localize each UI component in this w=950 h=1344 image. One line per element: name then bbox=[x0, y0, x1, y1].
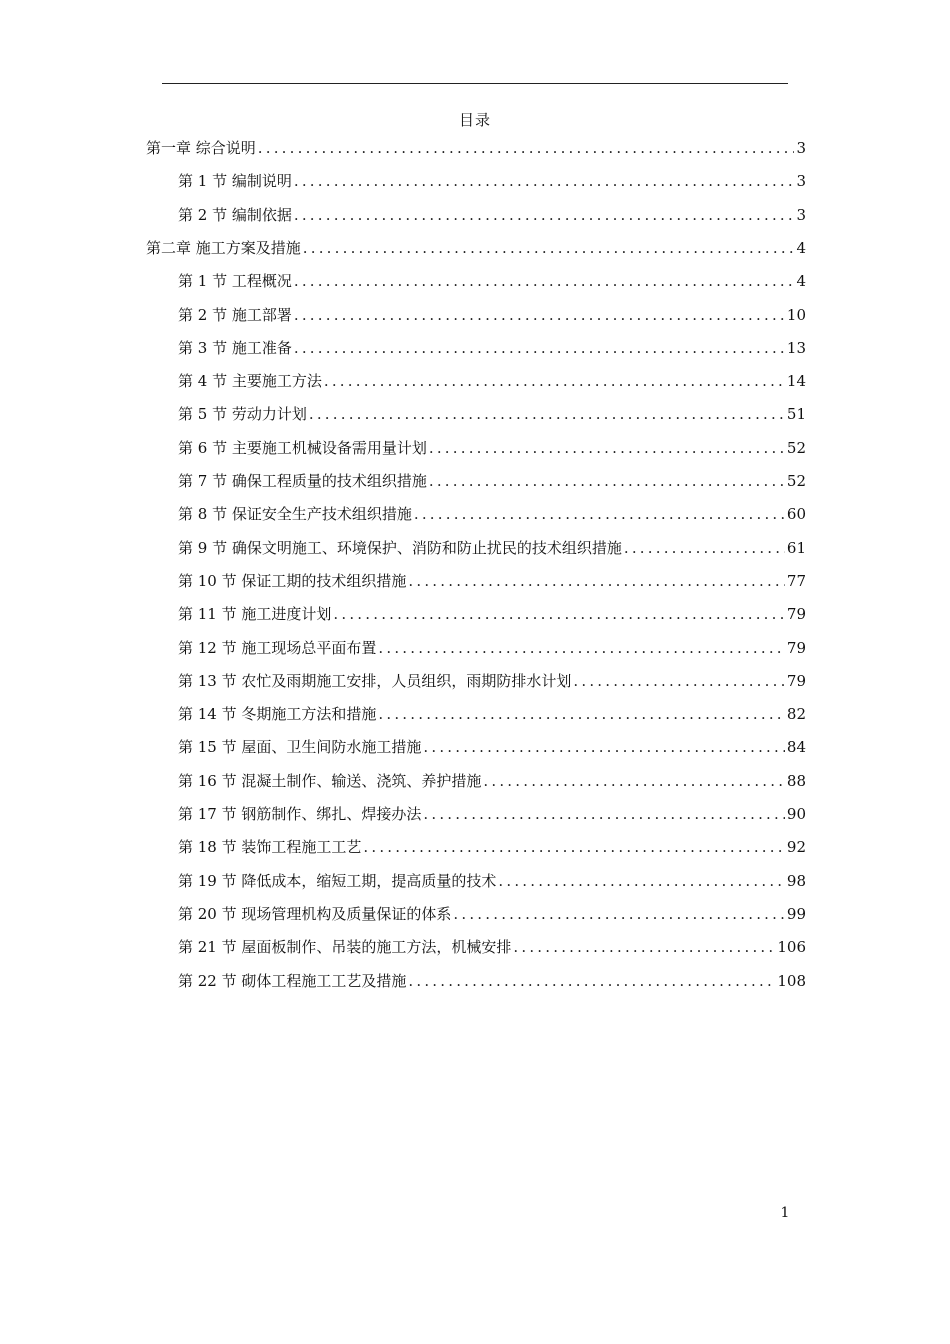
toc-entry-label: 第 17 节 钢筋制作、绑扎、焊接办法 bbox=[178, 805, 422, 823]
toc-entry-label: 第 6 节 主要施工机械设备需用量计划 bbox=[178, 438, 427, 457]
toc-entry-page: 108 bbox=[777, 971, 806, 990]
toc-dot-leader bbox=[408, 971, 775, 991]
toc-dot-leader bbox=[303, 238, 795, 258]
toc-dot-leader bbox=[294, 271, 795, 291]
toc-entry-page: 51 bbox=[786, 405, 806, 424]
toc-entry-label: 第二章 施工方案及措施 bbox=[146, 238, 301, 257]
toc-entry-page: 3 bbox=[796, 139, 806, 157]
toc-entry-page: 79 bbox=[786, 671, 806, 690]
toc-entry-page: 92 bbox=[786, 838, 806, 857]
toc-entry-label: 第 3 节 施工准备 bbox=[178, 338, 292, 357]
toc-entry-label: 第 13 节 农忙及雨期施工安排，人员组织，雨期防排水计划 bbox=[178, 671, 572, 690]
toc-dot-leader bbox=[408, 571, 785, 591]
toc-dot-leader bbox=[333, 604, 785, 624]
toc-entry-page: 84 bbox=[786, 738, 806, 757]
toc-entry-label: 第 22 节 砌体工程施工工艺及措施 bbox=[178, 971, 407, 990]
toc-entry[interactable] bbox=[178, 569, 806, 591]
toc-dot-leader bbox=[294, 338, 785, 358]
toc-entry-label: 第 8 节 保证安全生产技术组织措施 bbox=[178, 505, 412, 524]
toc-dot-leader bbox=[453, 904, 785, 924]
toc-entry-page: 52 bbox=[786, 438, 806, 457]
toc-entry[interactable] bbox=[178, 735, 806, 757]
toc-dot-leader bbox=[363, 837, 785, 857]
toc-dot-leader bbox=[294, 171, 795, 191]
toc-entry-page: 90 bbox=[786, 805, 806, 823]
toc-entry[interactable] bbox=[146, 136, 806, 158]
toc-entry[interactable] bbox=[178, 402, 806, 424]
toc-dot-leader bbox=[423, 737, 785, 757]
toc-entry[interactable] bbox=[146, 236, 806, 258]
toc-entry[interactable] bbox=[178, 536, 806, 558]
toc-entry-label: 第 7 节 确保工程质量的技术组织措施 bbox=[178, 472, 427, 490]
toc-entry-label: 第 19 节 降低成本，缩短工期，提高质量的技术 bbox=[178, 871, 497, 890]
toc-entry[interactable] bbox=[178, 169, 806, 191]
toc-dot-leader bbox=[294, 305, 785, 325]
toc-entry-label: 第 12 节 施工现场总平面布置 bbox=[178, 638, 377, 657]
toc-entry-page: 106 bbox=[777, 938, 806, 957]
toc-dot-leader bbox=[258, 138, 795, 158]
toc-entry-label: 第 1 节 编制说明 bbox=[178, 172, 292, 191]
toc-entry[interactable] bbox=[178, 669, 806, 691]
toc-entry[interactable] bbox=[178, 502, 806, 524]
toc-entry[interactable] bbox=[178, 802, 806, 824]
toc-entry-label: 第 11 节 施工进度计划 bbox=[178, 605, 332, 624]
toc-entry[interactable] bbox=[178, 969, 806, 991]
toc-entry-page: 13 bbox=[786, 338, 806, 357]
toc-entry-label: 第 16 节 混凝土制作、输送、浇筑、养护措施 bbox=[178, 771, 482, 790]
toc-entry-page: 99 bbox=[786, 904, 806, 923]
toc-entry[interactable] bbox=[178, 935, 806, 957]
toc-entry[interactable] bbox=[178, 702, 806, 724]
toc-dot-leader bbox=[294, 205, 795, 225]
toc-entry-label: 第 2 节 编制依据 bbox=[178, 205, 292, 224]
toc-entry-page: 61 bbox=[786, 538, 806, 557]
toc-entry[interactable] bbox=[178, 869, 806, 891]
toc-entry[interactable] bbox=[178, 269, 806, 291]
toc-entry-label: 第 9 节 确保文明施工、环境保护、消防和防止扰民的技术组织措施 bbox=[178, 538, 622, 557]
toc-entry-page: 60 bbox=[786, 505, 806, 524]
toc-entry-page: 52 bbox=[786, 472, 806, 490]
toc-dot-leader bbox=[513, 937, 775, 957]
toc-entry-page: 98 bbox=[786, 871, 806, 890]
toc-entry-page: 82 bbox=[786, 705, 806, 724]
toc-entry[interactable] bbox=[178, 602, 806, 624]
toc-entry[interactable] bbox=[178, 835, 806, 857]
toc-dot-leader bbox=[378, 704, 785, 724]
toc-entry[interactable] bbox=[178, 303, 806, 325]
toc-entry-page: 77 bbox=[786, 571, 806, 590]
toc-title: 目录 bbox=[458, 111, 491, 129]
toc-entry-label: 第 18 节 装饰工程施工工艺 bbox=[178, 838, 362, 857]
toc-entry[interactable] bbox=[178, 369, 806, 391]
toc-entry-label: 第 20 节 现场管理机构及质量保证的体系 bbox=[178, 904, 452, 923]
toc-dot-leader bbox=[624, 538, 785, 558]
toc-entry-label: 第 1 节 工程概况 bbox=[178, 272, 292, 291]
toc-entry-label: 第 14 节 冬期施工方法和措施 bbox=[178, 705, 377, 724]
toc-dot-leader bbox=[378, 638, 785, 658]
toc-entry-page: 4 bbox=[796, 272, 806, 291]
toc-entry-label: 第 4 节 主要施工方法 bbox=[178, 372, 322, 391]
toc-entry-page: 14 bbox=[786, 372, 806, 391]
toc-entry-label: 第 10 节 保证工期的技术组织措施 bbox=[178, 571, 407, 590]
toc-entry-label: 第 2 节 施工部署 bbox=[178, 305, 292, 324]
toc-entry-label: 第 5 节 劳动力计划 bbox=[178, 405, 307, 424]
toc-entry-page: 79 bbox=[786, 638, 806, 657]
toc-entry-page: 3 bbox=[796, 205, 806, 224]
toc-dot-leader bbox=[423, 804, 785, 824]
toc-entry-page: 3 bbox=[796, 172, 806, 191]
toc-entry-label: 第 21 节 屋面板制作、吊装的施工方法，机械安排 bbox=[178, 938, 512, 957]
toc-dot-leader bbox=[309, 404, 785, 424]
toc-entry-label: 第 15 节 屋面、卫生间防水施工措施 bbox=[178, 738, 422, 757]
toc-dot-leader bbox=[414, 504, 785, 524]
toc-dot-leader bbox=[498, 871, 785, 891]
toc-entry-page: 10 bbox=[786, 305, 806, 324]
toc-entry-label: 第一章 综合说明 bbox=[146, 139, 256, 157]
toc-entry[interactable] bbox=[178, 769, 806, 791]
toc-entry-page: 88 bbox=[786, 771, 806, 790]
page-number: 1 bbox=[780, 1205, 790, 1221]
toc-entry[interactable] bbox=[178, 469, 806, 491]
toc-dot-leader bbox=[429, 438, 785, 458]
toc-dot-leader bbox=[573, 671, 785, 691]
toc-entry[interactable] bbox=[178, 636, 806, 658]
toc-entry[interactable] bbox=[178, 436, 806, 458]
header-rule bbox=[162, 83, 788, 84]
toc-entry-page: 4 bbox=[796, 238, 806, 257]
toc-entry[interactable] bbox=[178, 902, 806, 924]
toc-dot-leader bbox=[324, 371, 785, 391]
toc-dot-leader bbox=[429, 471, 785, 491]
toc-entry[interactable] bbox=[178, 336, 806, 358]
toc-entry-page: 79 bbox=[786, 605, 806, 624]
toc-dot-leader bbox=[483, 771, 785, 791]
toc-entry[interactable] bbox=[178, 203, 806, 225]
